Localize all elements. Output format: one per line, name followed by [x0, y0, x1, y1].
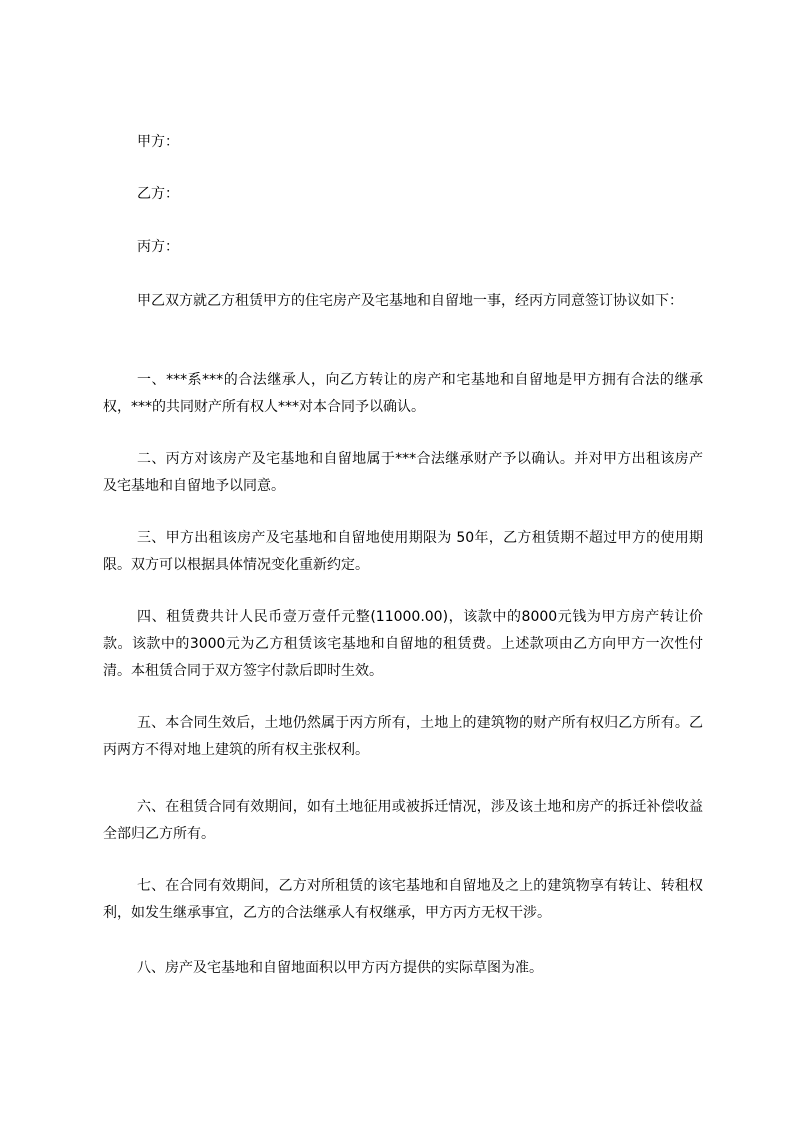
party-c-label: 丙方： — [137, 239, 179, 255]
party-b-label: 乙方： — [137, 186, 179, 202]
clause-7: 七、在合同有效期间，乙方对所租赁的该宅基地和自留地及之上的建筑物享有转让、转租权利，如发生继承事宜，乙方的合法继承人有权继承，甲方丙方无权干涉。 — [103, 878, 703, 921]
party-a-label: 甲方： — [137, 134, 179, 150]
intro-paragraph: 甲乙双方就乙方租赁甲方的住宅房产及宅基地和自留地一事，经丙方同意签订协议如下： — [137, 293, 683, 309]
clause-1: 一、***系***的合法继承人，向乙方转让的房产和宅基地和自留地是甲方拥有合法的继承权，***的共同财产所有权人***对本合同予以确认。 — [103, 372, 703, 415]
clause-3: 三、甲方出租该房产及宅基地和自留地使用期限为 50年，乙方租赁期不超过甲方的使用期限。双方可以根据具体情况变化重新约定。 — [103, 530, 703, 573]
clause-8: 八、房产及宅基地和自留地面积以甲方丙方提供的实际草图为准。 — [137, 960, 543, 976]
clause-6: 六、在租赁合同有效期间，如有土地征用或被拆迁情况，涉及该土地和房产的拆迁补偿收益全部归乙方所有。 — [103, 799, 703, 842]
clause-2: 二、丙方对该房产及宅基地和自留地属于***合法继承财产予以确认。并对甲方出租该房产及宅基地和自留地予以同意。 — [103, 451, 703, 494]
clause-5: 五、本合同生效后，土地仍然属于丙方所有，土地上的建筑物的财产所有权归乙方所有。乙丙两方不得对地上建筑的所有权主张权利。 — [103, 715, 703, 758]
clause-4: 四、租赁费共计人民币壹万壹仟元整(11000.00)，该款中的8000元钱为甲方房产转让价款。该款中的3000元为乙方租赁该宅基地和自留地的租赁费。上述款项由乙方向甲方一次性付清。本租赁合同于双方签字付款后即时生效。 — [103, 609, 703, 679]
